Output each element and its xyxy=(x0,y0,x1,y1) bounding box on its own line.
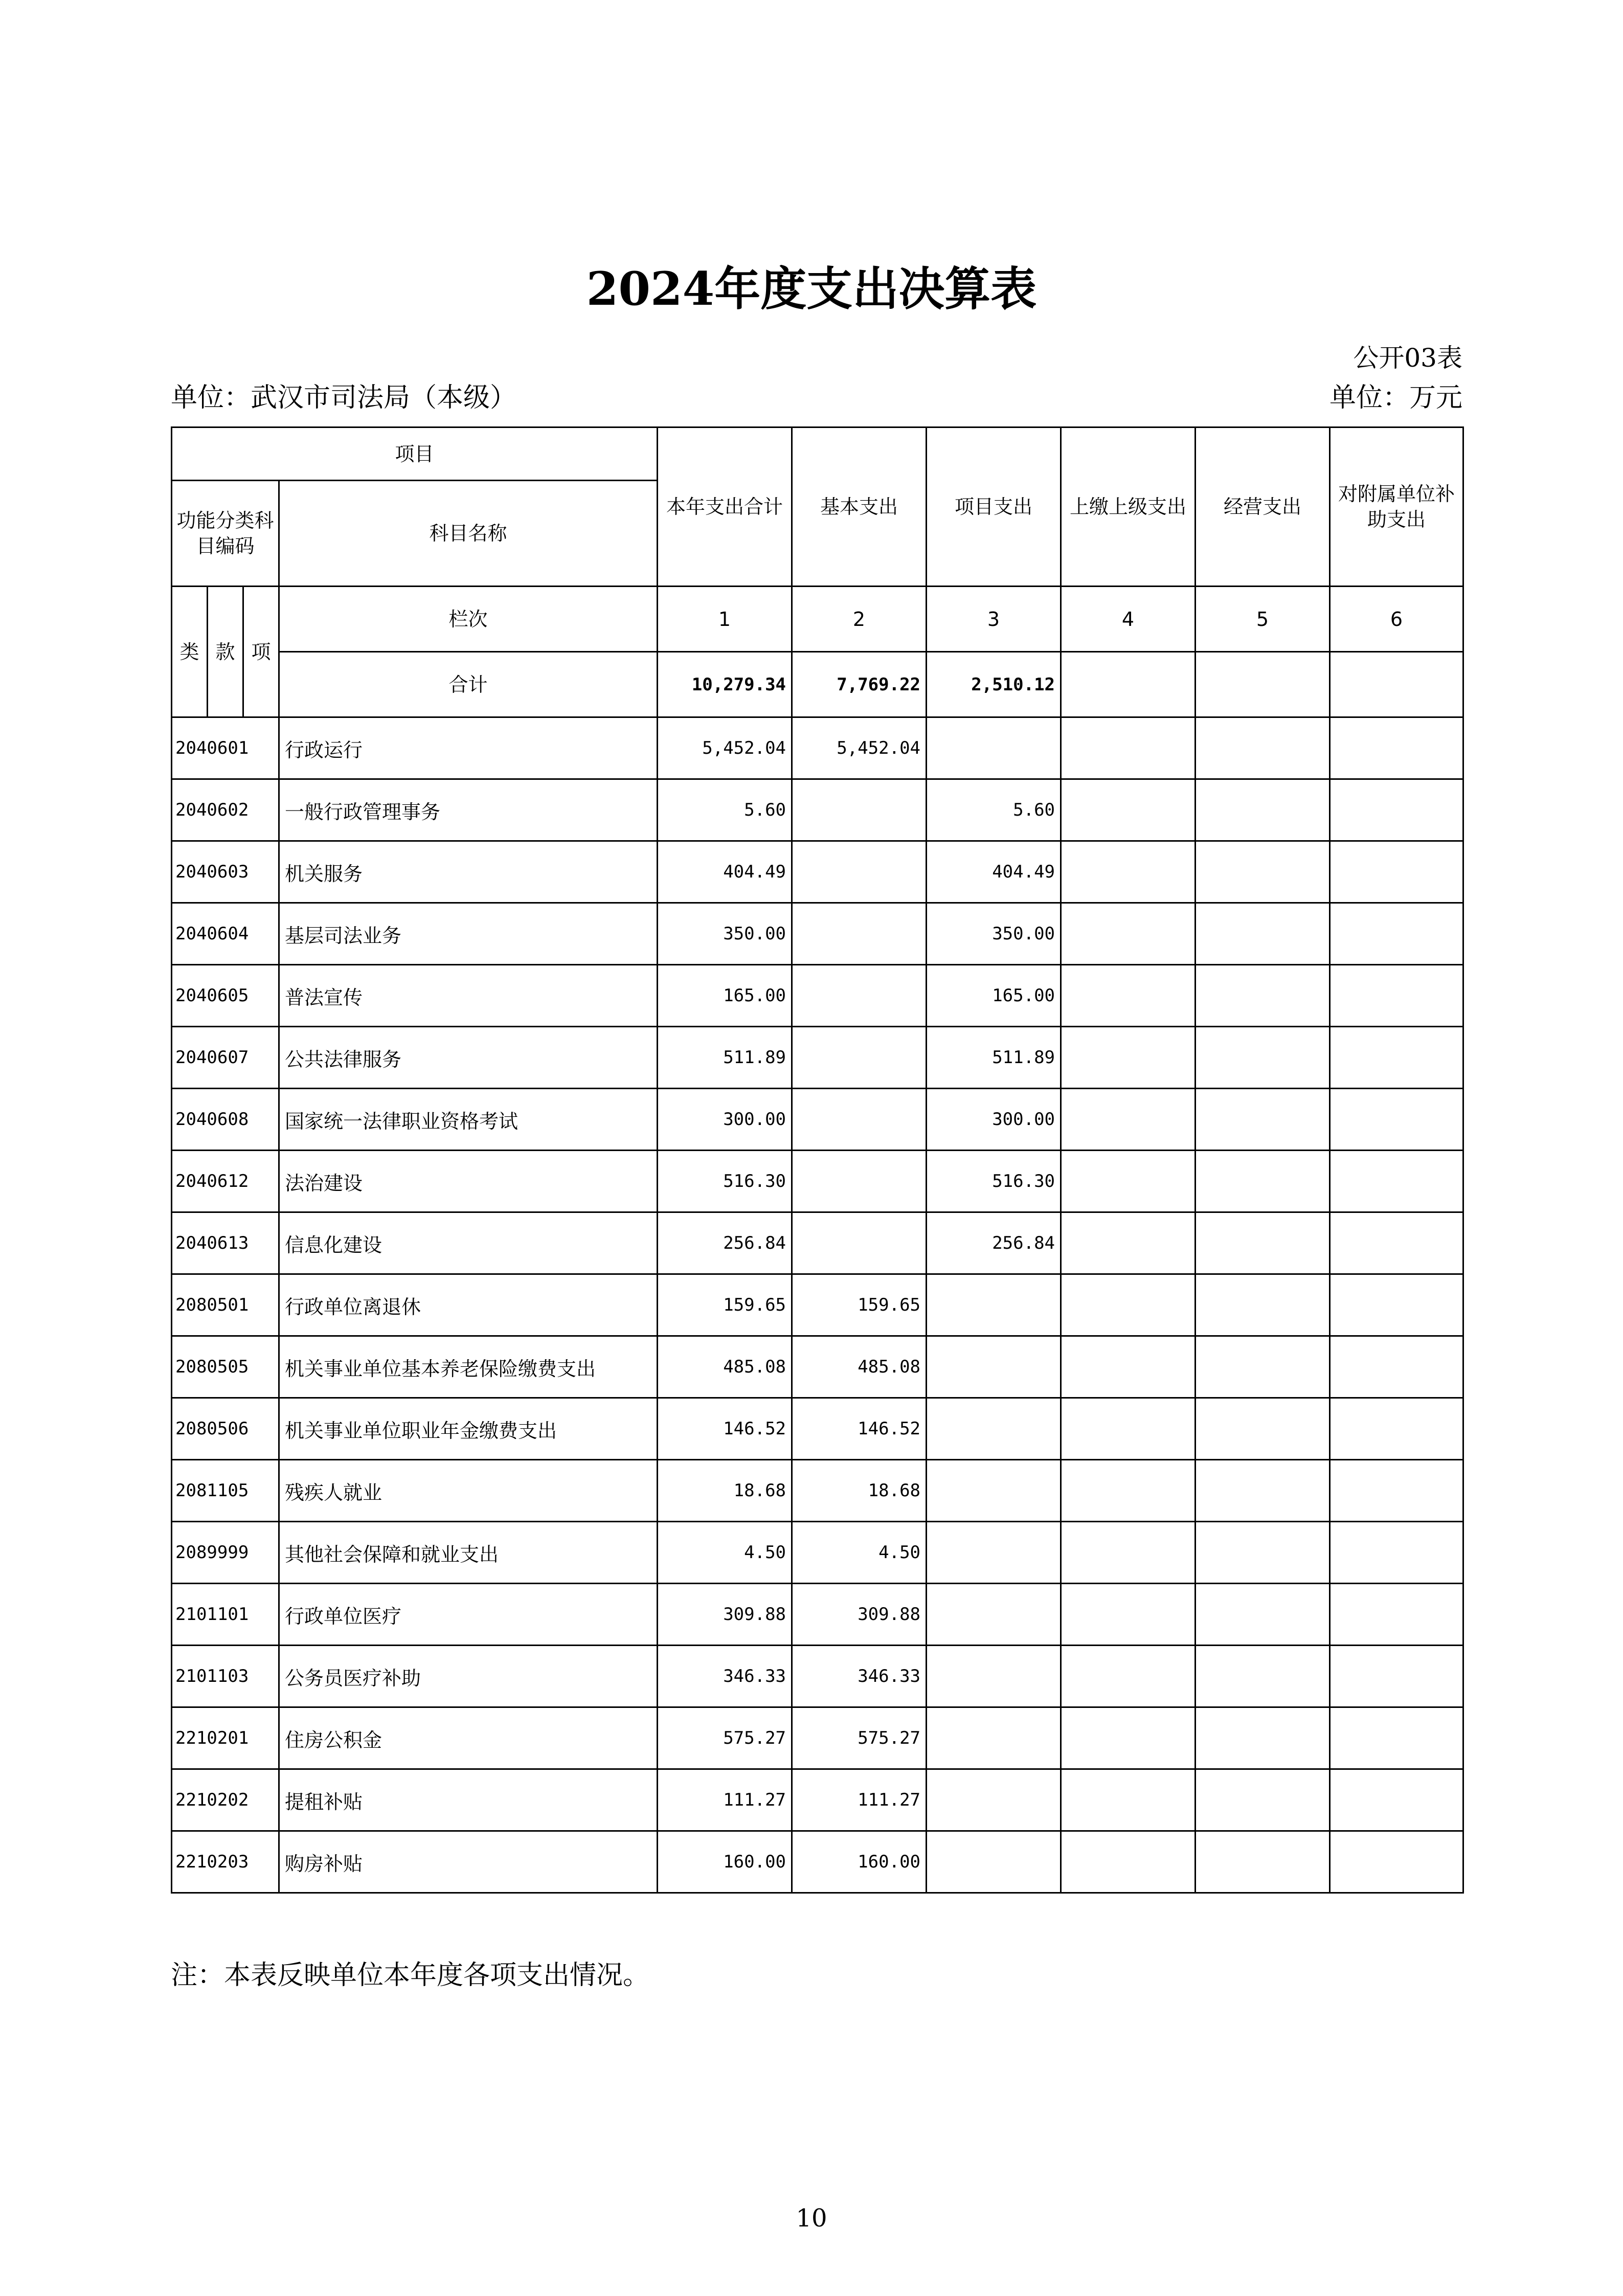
header-col-project: 项目支出 xyxy=(927,427,1061,587)
row-code: 2040602 xyxy=(172,779,279,841)
row-code: 2040601 xyxy=(172,717,279,779)
currency-unit: 单位：万元 xyxy=(1329,382,1462,413)
row-total-value: 346.33 xyxy=(658,1646,792,1707)
row-business-value xyxy=(1196,1151,1330,1212)
row-code: 2081105 xyxy=(172,1460,279,1522)
row-subject-name: 行政单位医疗 xyxy=(279,1584,658,1646)
row-upper-value xyxy=(1061,1831,1196,1893)
row-upper-value xyxy=(1061,1646,1196,1707)
table-row xyxy=(172,1646,1463,1707)
row-project-value xyxy=(927,1274,1061,1336)
table-row xyxy=(172,1522,1463,1584)
row-total-value: 165.00 xyxy=(658,965,792,1027)
row-subsidy-value xyxy=(1330,1460,1463,1522)
table-row xyxy=(172,1212,1463,1274)
row-total-value: 5,452.04 xyxy=(658,717,792,779)
table-note: 注：本表反映单位本年度各项支出情况。 xyxy=(171,1960,650,1991)
row-project-value xyxy=(927,1460,1061,1522)
row-basic-value: 160.00 xyxy=(792,1831,927,1893)
header-project: 项目 xyxy=(172,427,658,481)
header-row-3 xyxy=(172,587,1463,652)
row-project-value: 511.89 xyxy=(927,1027,1061,1089)
row-subsidy-value xyxy=(1330,1584,1463,1646)
row-business-value xyxy=(1196,1398,1330,1460)
header-lei: 类 xyxy=(172,587,208,717)
row-subject-name: 残疾人就业 xyxy=(279,1460,658,1522)
row-subject-name: 公共法律服务 xyxy=(279,1027,658,1089)
row-basic-value: 309.88 xyxy=(792,1584,927,1646)
row-business-value xyxy=(1196,1212,1330,1274)
row-subject-name: 机关服务 xyxy=(279,841,658,903)
row-upper-value xyxy=(1061,903,1196,965)
row-total-value: 111.27 xyxy=(658,1769,792,1831)
row-subsidy-value xyxy=(1330,1522,1463,1584)
row-basic-value xyxy=(792,1027,927,1089)
row-upper-value xyxy=(1061,841,1196,903)
row-total-value: 146.52 xyxy=(658,1398,792,1460)
table-row xyxy=(172,841,1463,903)
row-code: 2040604 xyxy=(172,903,279,965)
row-subject-name: 普法宣传 xyxy=(279,965,658,1027)
row-project-value: 404.49 xyxy=(927,841,1061,903)
header-col-total: 本年支出合计 xyxy=(658,427,792,587)
row-upper-value xyxy=(1061,1089,1196,1151)
table-row xyxy=(172,1151,1463,1212)
row-business-value xyxy=(1196,1646,1330,1707)
row-upper-value xyxy=(1061,1027,1196,1089)
col-number-3: 3 xyxy=(927,587,1061,652)
row-subsidy-value xyxy=(1330,1707,1463,1769)
row-business-value xyxy=(1196,1522,1330,1584)
document-title: 2024年度支出决算表 xyxy=(586,262,1037,316)
row-code: 2089999 xyxy=(172,1522,279,1584)
total-upper-value xyxy=(1061,652,1196,717)
row-subject-name: 国家统一法律职业资格考试 xyxy=(279,1089,658,1151)
row-business-value xyxy=(1196,1460,1330,1522)
row-project-value xyxy=(927,1831,1061,1893)
row-subject-name: 住房公积金 xyxy=(279,1707,658,1769)
total-row xyxy=(172,652,1463,717)
row-code: 2101101 xyxy=(172,1584,279,1646)
table-row xyxy=(172,1460,1463,1522)
row-total-value: 485.08 xyxy=(658,1336,792,1398)
row-subsidy-value xyxy=(1330,1212,1463,1274)
row-subject-name: 公务员医疗补助 xyxy=(279,1646,658,1707)
table-row xyxy=(172,1769,1463,1831)
row-subject-name: 机关事业单位职业年金缴费支出 xyxy=(279,1398,658,1460)
row-total-value: 575.27 xyxy=(658,1707,792,1769)
row-basic-value xyxy=(792,903,927,965)
row-project-value xyxy=(927,1707,1061,1769)
row-subject-name: 信息化建设 xyxy=(279,1212,658,1274)
col-number-6: 6 xyxy=(1330,587,1463,652)
total-project-value: 2,510.12 xyxy=(927,652,1061,717)
total-all-value: 10,279.34 xyxy=(658,652,792,717)
row-basic-value: 346.33 xyxy=(792,1646,927,1707)
total-label: 合计 xyxy=(279,652,658,717)
row-subject-name: 法治建设 xyxy=(279,1151,658,1212)
row-project-value: 165.00 xyxy=(927,965,1061,1027)
row-project-value: 5.60 xyxy=(927,779,1061,841)
row-upper-value xyxy=(1061,1769,1196,1831)
table-row xyxy=(172,1274,1463,1336)
row-code: 2101103 xyxy=(172,1646,279,1707)
row-basic-value: 485.08 xyxy=(792,1336,927,1398)
header-func-code: 功能分类科目编码 xyxy=(172,481,279,587)
row-code: 2080506 xyxy=(172,1398,279,1460)
table-row xyxy=(172,1027,1463,1089)
row-code: 2210202 xyxy=(172,1769,279,1831)
row-business-value xyxy=(1196,1831,1330,1893)
row-business-value xyxy=(1196,779,1330,841)
row-project-value: 350.00 xyxy=(927,903,1061,965)
row-project-value xyxy=(927,1769,1061,1831)
row-code: 2210203 xyxy=(172,1831,279,1893)
row-total-value: 256.84 xyxy=(658,1212,792,1274)
row-project-value: 256.84 xyxy=(927,1212,1061,1274)
row-business-value xyxy=(1196,841,1330,903)
row-subsidy-value xyxy=(1330,1831,1463,1893)
expenditure-table xyxy=(171,426,1464,1894)
row-total-value: 159.65 xyxy=(658,1274,792,1336)
header-subject-name: 科目名称 xyxy=(279,481,658,587)
row-total-value: 4.50 xyxy=(658,1522,792,1584)
row-basic-value: 111.27 xyxy=(792,1769,927,1831)
form-code: 公开03表 xyxy=(1353,343,1462,373)
row-subsidy-value xyxy=(1330,1646,1463,1707)
row-total-value: 511.89 xyxy=(658,1027,792,1089)
row-subsidy-value xyxy=(1330,1027,1463,1089)
table-row xyxy=(172,903,1463,965)
row-basic-value xyxy=(792,779,927,841)
row-upper-value xyxy=(1061,717,1196,779)
row-project-value xyxy=(927,1522,1061,1584)
row-subsidy-value xyxy=(1330,1336,1463,1398)
col-number-1: 1 xyxy=(658,587,792,652)
table-row xyxy=(172,1831,1463,1893)
row-basic-value xyxy=(792,1151,927,1212)
total-basic-value: 7,769.22 xyxy=(792,652,927,717)
row-project-value xyxy=(927,1398,1061,1460)
row-project-value xyxy=(927,1584,1061,1646)
row-business-value xyxy=(1196,1584,1330,1646)
header-col-upper: 上缴上级支出 xyxy=(1061,427,1196,587)
table-row xyxy=(172,1398,1463,1460)
row-upper-value xyxy=(1061,779,1196,841)
row-total-value: 516.30 xyxy=(658,1151,792,1212)
row-upper-value xyxy=(1061,1398,1196,1460)
table-row xyxy=(172,1707,1463,1769)
row-subsidy-value xyxy=(1330,1398,1463,1460)
row-basic-value: 18.68 xyxy=(792,1460,927,1522)
row-business-value xyxy=(1196,1336,1330,1398)
table-row xyxy=(172,1089,1463,1151)
row-subsidy-value xyxy=(1330,1769,1463,1831)
row-upper-value xyxy=(1061,1522,1196,1584)
row-code: 2040607 xyxy=(172,1027,279,1089)
table-row xyxy=(172,965,1463,1027)
row-subject-name: 基层司法业务 xyxy=(279,903,658,965)
row-upper-value xyxy=(1061,965,1196,1027)
row-upper-value xyxy=(1061,1151,1196,1212)
total-business-value xyxy=(1196,652,1330,717)
row-basic-value xyxy=(792,965,927,1027)
row-total-value: 160.00 xyxy=(658,1831,792,1893)
header-row-1 xyxy=(172,427,1463,481)
row-business-value xyxy=(1196,717,1330,779)
row-subsidy-value xyxy=(1330,965,1463,1027)
row-project-value xyxy=(927,1336,1061,1398)
row-project-value xyxy=(927,1646,1061,1707)
table-row xyxy=(172,1336,1463,1398)
row-business-value xyxy=(1196,1027,1330,1089)
row-subsidy-value xyxy=(1330,717,1463,779)
row-subject-name: 行政运行 xyxy=(279,717,658,779)
header-lanci: 栏次 xyxy=(279,587,658,652)
row-business-value xyxy=(1196,903,1330,965)
header-kuan: 款 xyxy=(208,587,243,717)
row-total-value: 309.88 xyxy=(658,1584,792,1646)
row-total-value: 300.00 xyxy=(658,1089,792,1151)
row-basic-value: 146.52 xyxy=(792,1398,927,1460)
header-col-business: 经营支出 xyxy=(1196,427,1330,587)
row-code: 2080501 xyxy=(172,1274,279,1336)
row-total-value: 18.68 xyxy=(658,1460,792,1522)
col-number-4: 4 xyxy=(1061,587,1196,652)
row-subsidy-value xyxy=(1330,841,1463,903)
header-xiang: 项 xyxy=(243,587,279,717)
row-project-value: 516.30 xyxy=(927,1151,1061,1212)
row-subsidy-value xyxy=(1330,1151,1463,1212)
table-row xyxy=(172,1584,1463,1646)
row-business-value xyxy=(1196,1707,1330,1769)
row-business-value xyxy=(1196,1089,1330,1151)
row-basic-value: 4.50 xyxy=(792,1522,927,1584)
row-project-value xyxy=(927,717,1061,779)
page-number: 10 xyxy=(796,2204,827,2233)
row-code: 2040613 xyxy=(172,1212,279,1274)
row-basic-value: 575.27 xyxy=(792,1707,927,1769)
row-code: 2040605 xyxy=(172,965,279,1027)
row-total-value: 404.49 xyxy=(658,841,792,903)
row-business-value xyxy=(1196,1274,1330,1336)
row-code: 2040612 xyxy=(172,1151,279,1212)
row-total-value: 5.60 xyxy=(658,779,792,841)
row-upper-value xyxy=(1061,1460,1196,1522)
row-subject-name: 行政单位离退休 xyxy=(279,1274,658,1336)
col-number-5: 5 xyxy=(1196,587,1330,652)
col-number-2: 2 xyxy=(792,587,927,652)
row-code: 2080505 xyxy=(172,1336,279,1398)
table-row xyxy=(172,717,1463,779)
row-basic-value: 159.65 xyxy=(792,1274,927,1336)
row-upper-value xyxy=(1061,1212,1196,1274)
row-basic-value: 5,452.04 xyxy=(792,717,927,779)
row-basic-value xyxy=(792,1089,927,1151)
row-subject-name: 购房补贴 xyxy=(279,1831,658,1893)
row-upper-value xyxy=(1061,1274,1196,1336)
row-code: 2040608 xyxy=(172,1089,279,1151)
header-col-subsidy: 对附属单位补助支出 xyxy=(1330,427,1463,587)
row-code: 2040603 xyxy=(172,841,279,903)
row-upper-value xyxy=(1061,1707,1196,1769)
total-subsidy-value xyxy=(1330,652,1463,717)
row-subsidy-value xyxy=(1330,779,1463,841)
row-subject-name: 其他社会保障和就业支出 xyxy=(279,1522,658,1584)
row-subsidy-value xyxy=(1330,1274,1463,1336)
row-total-value: 350.00 xyxy=(658,903,792,965)
row-subsidy-value xyxy=(1330,1089,1463,1151)
row-code: 2210201 xyxy=(172,1707,279,1769)
table-row xyxy=(172,779,1463,841)
row-subject-name: 提租补贴 xyxy=(279,1769,658,1831)
header-col-basic: 基本支出 xyxy=(792,427,927,587)
row-basic-value xyxy=(792,841,927,903)
row-subject-name: 一般行政管理事务 xyxy=(279,779,658,841)
row-subject-name: 机关事业单位基本养老保险缴费支出 xyxy=(279,1336,658,1398)
row-upper-value xyxy=(1061,1336,1196,1398)
row-basic-value xyxy=(792,1212,927,1274)
row-subsidy-value xyxy=(1330,903,1463,965)
row-project-value: 300.00 xyxy=(927,1089,1061,1151)
row-business-value xyxy=(1196,965,1330,1027)
row-upper-value xyxy=(1061,1584,1196,1646)
row-business-value xyxy=(1196,1769,1330,1831)
reporting-unit: 单位：武汉市司法局（本级） xyxy=(171,382,517,413)
